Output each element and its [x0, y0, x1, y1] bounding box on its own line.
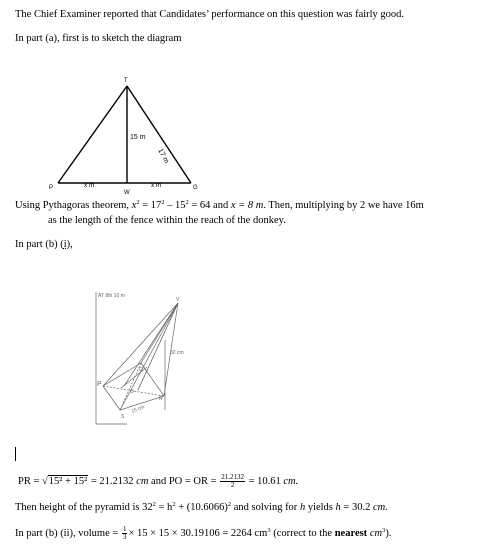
paragraph-part-a: In part (a), first is to sketch the diagram	[15, 33, 182, 44]
superscript: 3	[267, 526, 271, 534]
paragraph-pr-length: PR = √15² + 15² = 21.2132 cm and PO = OR = $\frac{21.2132}{2}$ = 10.61 cm.	[18, 473, 299, 489]
paragraph-volume	[15, 526, 391, 541]
text-segment: = 30.2	[340, 502, 373, 513]
superscript: 2	[227, 501, 232, 508]
paragraph-pythagoras-continued: as the length of the fence within the reach of the donkey.	[48, 215, 286, 226]
fraction-numerator: 21.2132	[221, 473, 244, 481]
pyramid-label-R: R	[159, 396, 163, 402]
text-segment: + (10.6066)	[175, 502, 228, 513]
text-segment: and solving for	[231, 502, 300, 513]
text-segment: = h	[155, 502, 173, 513]
text-segment: – 15	[164, 200, 186, 211]
text-segment: In part (b) (ii), volume =	[15, 527, 121, 539]
pyramid-label-Q: Q	[139, 367, 143, 373]
unit-cm: cm.	[283, 475, 299, 487]
triangle-height-label: 15 m	[130, 134, 146, 141]
text-segment: (correct to the	[270, 527, 335, 539]
superscript: 2	[136, 199, 140, 206]
pyramid-label-O: O	[130, 389, 134, 395]
triangle-left-base-label: x m	[84, 182, 95, 189]
text-segment: i	[63, 239, 67, 250]
triangle-label-T: T	[124, 78, 128, 84]
pyramid-label-P: P	[97, 381, 102, 388]
math-h: h	[335, 502, 341, 513]
unit-cm: cm.	[372, 502, 388, 513]
superscript: 2	[172, 501, 176, 508]
triangle-slant-label: 17 m	[156, 147, 170, 165]
math-h: h	[299, 502, 306, 513]
math-x-value: x = 8 m	[230, 200, 264, 211]
fraction-denominator: 2	[230, 481, 235, 489]
triangle-label-P: P	[49, 185, 54, 191]
pyramid-edge-label: 32 cm	[170, 350, 184, 356]
text-segment: Using Pythagoras theorem,	[15, 200, 132, 211]
text-segment: PR =	[18, 475, 43, 487]
text-segment: Then height of the pyramid is 32	[15, 502, 153, 513]
text-segment: = 64 and	[188, 200, 231, 211]
text-segment: yields	[305, 502, 336, 513]
paragraph-height	[15, 501, 388, 514]
superscript: 2	[152, 501, 156, 508]
text-segment: = 21.2132	[88, 475, 137, 487]
pyramid-label-V: V	[176, 297, 180, 303]
unit-cm: cm	[136, 475, 149, 487]
text-segment: In part (b) (	[15, 239, 64, 250]
superscript: 3	[382, 526, 386, 534]
text-segment: = 10.61	[245, 475, 284, 487]
pyramid-top-caption: AT 8th 10 m	[98, 293, 125, 299]
triangle-label-G: G	[193, 185, 198, 191]
paragraph-performance: The Chief Examiner reported that Candidates’ performance on this question was fairly good.	[15, 9, 405, 20]
unit-cm: cm	[369, 527, 383, 539]
pyramid-label-S: S	[121, 414, 125, 420]
text-segment: ),	[66, 239, 73, 250]
triangle-right-base-label: x m	[151, 182, 162, 189]
pyramid-base-label: 15 cm	[130, 404, 146, 415]
text-cursor	[15, 447, 16, 461]
text-segment: = 17	[139, 200, 162, 211]
math-x: x	[131, 200, 137, 211]
text-segment: and PO = OR =	[148, 475, 220, 487]
text-segment: × 15 × 15 × 30.19106 = 2264 cm	[128, 527, 268, 539]
bold-nearest: nearest	[334, 527, 368, 539]
superscript: 2	[185, 199, 189, 206]
fraction-denominator: 3	[122, 533, 127, 541]
fraction-pr	[220, 474, 245, 489]
fraction-one-third	[122, 526, 128, 541]
superscript: 2	[161, 199, 165, 206]
text-segment: . Then, multiplying by 2 we have 16m	[263, 200, 424, 211]
triangle-label-W: W	[124, 190, 130, 196]
text-segment: ).	[385, 527, 392, 539]
fraction-numerator: 1	[122, 525, 127, 533]
sqrt-expression: 15² + 15²	[48, 475, 88, 487]
